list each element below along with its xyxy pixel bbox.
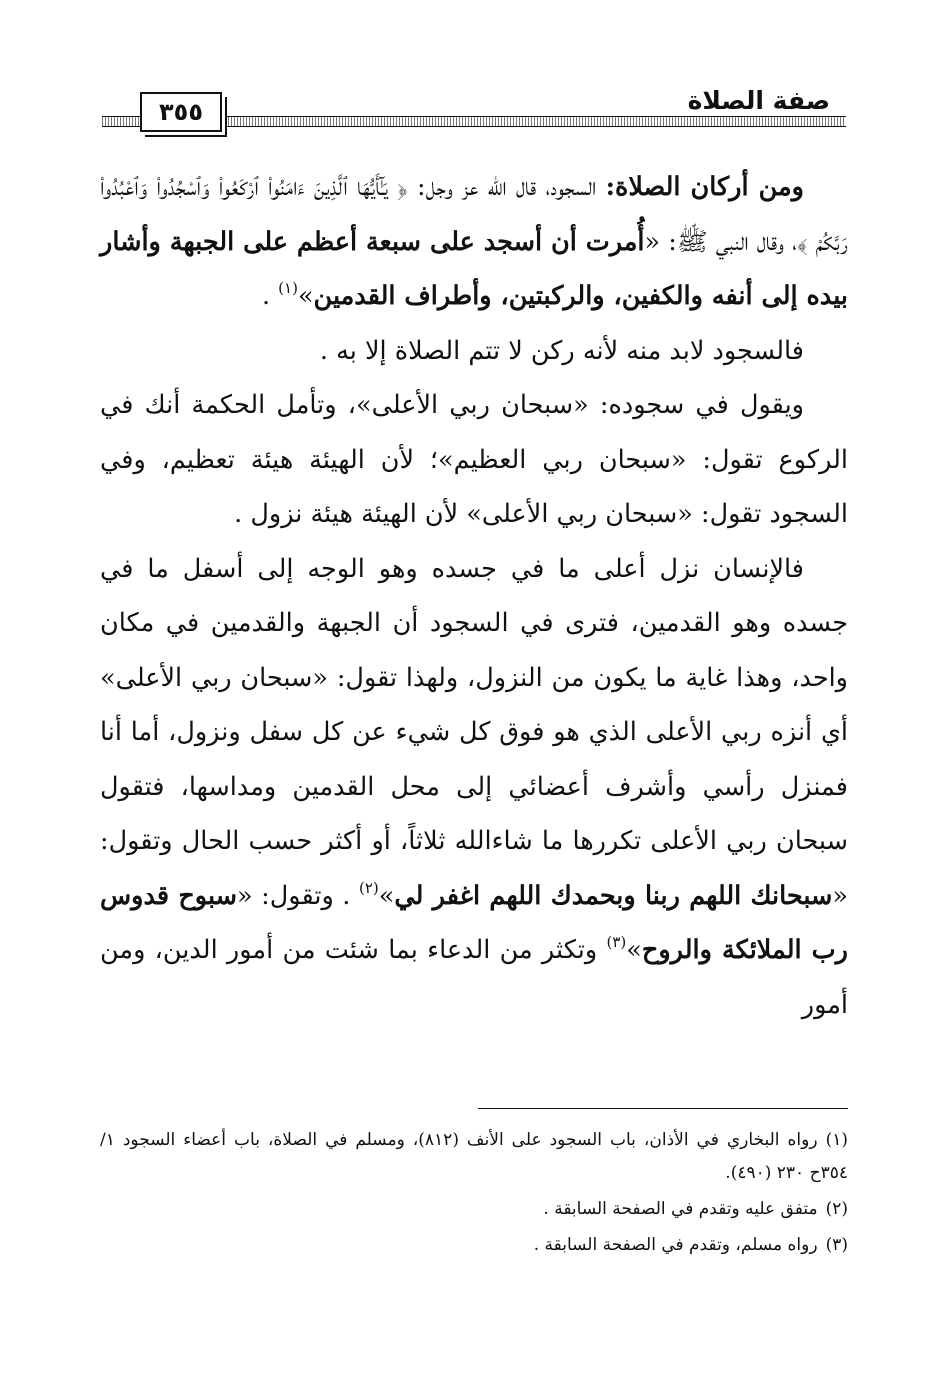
quote-close: » [626,935,642,965]
main-text [100,160,848,1032]
paragraph-2: فالسجود لابد منه لأنه ركن لا تتم الصلاة إلا به . [319,335,804,366]
footnote-text: رواه مسلم، وتقدم في الصفحة السابقة . [533,1235,818,1255]
paragraph-1 [100,160,848,324]
quote-close: » [297,281,314,311]
quote-close: » [378,880,395,911]
quran-and-intro: السجود، قال الله عز وجل: ﴿ يَـٰٓأَيُّهَا ٱلَّذِينَ ءَامَنُواْ ٱرْكَعُواْ وَٱسْجُدُواْ وَٱعْبُدُواْ رَبَّكُمْ ﴾، وقال النبي ﷺ: « [100,172,848,257]
text-run: . وتقول: « [237,880,359,911]
footnote-1 [100,1124,848,1190]
page-number: ٣٥٥ [140,92,222,132]
hadith-text: أُمرت أن أسجد على سبعة أعظم على الجبهة وأشار بيده إلى أنفه والكفين، والركبتين، وأطراف القدمين [100,226,848,311]
footnote-separator [478,1108,848,1109]
footnote-ref-2[interactable]: (٢) [358,878,379,897]
footnote-text: رواه البخاري في الأذان، باب السجود على الأنف (٨١٢)، ومسلم في الصلاة، باب أعضاء السجود ١/ ٣٥٤ح ٢٣٠ (٤٩٠). [100,1130,848,1183]
footnote-number: (١) [825,1130,848,1150]
paragraph-4 [100,542,848,1033]
footnote-number: (٢) [825,1199,848,1219]
footnote-number: (٣) [825,1235,848,1255]
footnote-ref-1[interactable]: (١) [278,279,298,297]
section-lead: ومن أركان الصلاة: [605,172,804,202]
dua-text-1: سبحانك اللهم ربنا وبحمدك اللهم اغفر لي [394,880,833,911]
footnote-ref-3[interactable]: (٣) [606,933,627,951]
dua-text-2: سبوح قدوس رب الملائكة والروح [100,880,848,965]
footnote-text: متفق عليه وتقدم في الصفحة السابقة . [543,1199,818,1219]
paragraph-end: . [261,281,279,311]
paragraph-3: ويقول في سجوده: «سبحان ربي الأعلى»، وتأمل الحكمة أنك في الركوع تقول: «سبحان ربي العظيم»؛ لأن الهيئة هيئة تعظيم، وفي السجود تقول: «سبحان ربي الأعلى» لأن الهيئة هيئة نزول . [100,390,848,529]
footnotes [100,1124,848,1265]
footnote-2 [100,1193,848,1226]
running-title: صفة الصلاة [687,86,830,115]
footnote-3 [100,1229,848,1262]
text-run: وتكثر من الدعاء بما شئت من أمور الدين، ومن أمور [100,935,848,1020]
text-run: فالإنسان نزل أعلى ما في جسده وهو الوجه إلى أسفل ما في جسده وهو القدمين، فترى في السجود أن الجبهة والقدمين في مكان واحد، وهذا غاية ما يكون من النزول، ولهذا تقول: «سبحان ربي الأعلى» أي أنزه ربي الأعلى الذي هو فوق كل شيء عن كل سفل ونزول، أما أنا فمنزل رأسي وأشرف أعضائي إلى محل القدمين ومداسها، فتقول سبحان ربي الأعلى تكررها ما شاءالله ثلاثاً، أو أكثر حسب الحال وتقول: « [100,553,849,911]
